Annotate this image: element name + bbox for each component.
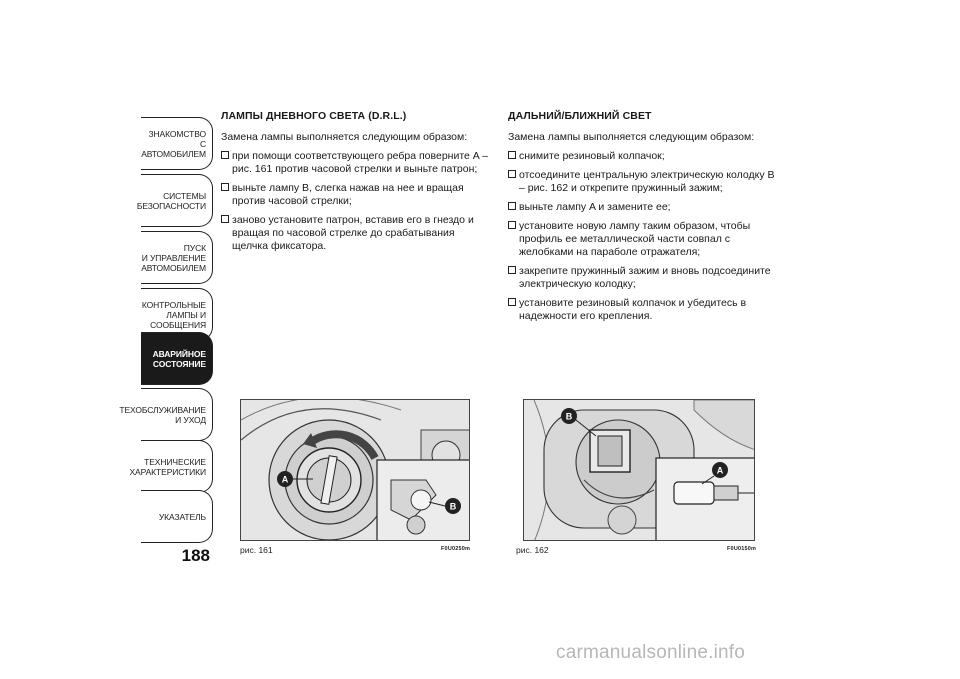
checkbox-bullet-icon	[508, 202, 516, 210]
left-column	[221, 110, 493, 259]
list-item: выньте лампу A и замените ее;	[508, 201, 780, 214]
list-item: установите резиновый колпачок и убедитесь в надежности его крепления.	[508, 297, 780, 323]
right-column	[508, 110, 780, 329]
figure-162-code: F0U0150m	[727, 546, 757, 552]
list-item: закрепите пружинный зажим и вновь подсоедините электрическую колодку;	[508, 265, 780, 291]
watermark: carmanualsonline.info	[556, 642, 746, 663]
list-item: выньте лампу B, слегка нажав на нее и вращая против часовой стрелки;	[221, 182, 493, 208]
tab-avariynoe-sostoyanie[interactable]: АВАРИЙНОЕ СОСТОЯНИЕ	[141, 332, 213, 385]
checkbox-bullet-icon	[221, 151, 229, 159]
figure-161-code: F0U0250m	[441, 546, 471, 552]
tab-tehobsluzhivanie[interactable]: ТЕХОБСЛУЖИВАНИЕ И УХОД	[141, 388, 213, 441]
list-item: при помощи соответствующего ребра поверните A – рис. 161 против часовой стрелки и выньте патрон;	[221, 150, 493, 176]
tab-kontrolnye-lampy[interactable]: КОНТРОЛЬНЫЕ ЛАМПЫ И СООБЩЕНИЯ	[141, 288, 213, 341]
checkbox-bullet-icon	[508, 170, 516, 178]
figure-162-headlight	[523, 399, 755, 541]
figure-162-caption: рис. 162	[516, 545, 549, 555]
tab-sistemy-bezopasnosti[interactable]: СИСТЕМЫ БЕЗОПАСНОСТИ	[141, 174, 213, 227]
checkbox-bullet-icon	[508, 266, 516, 274]
checkbox-bullet-icon	[221, 215, 229, 223]
label-a: A	[716, 465, 724, 476]
list-item: снимите резиновый колпачок;	[508, 150, 780, 163]
section-heading-drl: ЛАМПЫ ДНЕВНОГО СВЕТА (D.R.L.)	[221, 110, 407, 122]
label-a: A	[281, 474, 289, 485]
intro-text: Замена лампы выполняется следующим образом:	[221, 131, 468, 143]
tab-pusk[interactable]: ПУСК И УПРАВЛЕНИЕ АВТОМОБИЛЕМ	[141, 231, 213, 284]
label-b: B	[565, 411, 573, 422]
section-heading-high-low-beam: ДАЛЬНИЙ/БЛИЖНИЙ СВЕТ	[508, 110, 652, 122]
tab-ukazatel[interactable]: УКАЗАТЕЛЬ	[141, 490, 213, 543]
drl-lamp-illustration	[241, 400, 470, 541]
figure-161-caption: рис. 161	[240, 545, 273, 555]
list-item: отсоедините центральную электрическую колодку B – рис. 162 и открепите пружинный зажим;	[508, 169, 780, 195]
tab-znakomstvo[interactable]: ЗНАКОМСТВО С АВТОМОБИЛЕМ	[141, 117, 213, 170]
checkbox-bullet-icon	[508, 298, 516, 306]
list-item: заново установите патрон, вставив его в гнездо и вращая по часовой стрелке до срабатывания щелчка фиксатора.	[221, 214, 493, 253]
checkbox-bullet-icon	[508, 151, 516, 159]
checkbox-bullet-icon	[508, 221, 516, 229]
headlight-bulb-illustration	[524, 400, 755, 541]
intro-text: Замена лампы выполняется следующим образом:	[508, 131, 755, 143]
page-number: 188	[181, 546, 210, 565]
checkbox-bullet-icon	[221, 183, 229, 191]
figure-161-drl-lamp	[240, 399, 470, 541]
label-b: B	[449, 501, 457, 512]
list-item: установите новую лампу таким образом, чтобы профиль ее металлической части совпал с желобками на параболе отражателя;	[508, 220, 780, 259]
tab-tehnicheskie-harakteristiki[interactable]: ТЕХНИЧЕСКИЕ ХАРАКТЕРИСТИКИ	[141, 440, 213, 493]
